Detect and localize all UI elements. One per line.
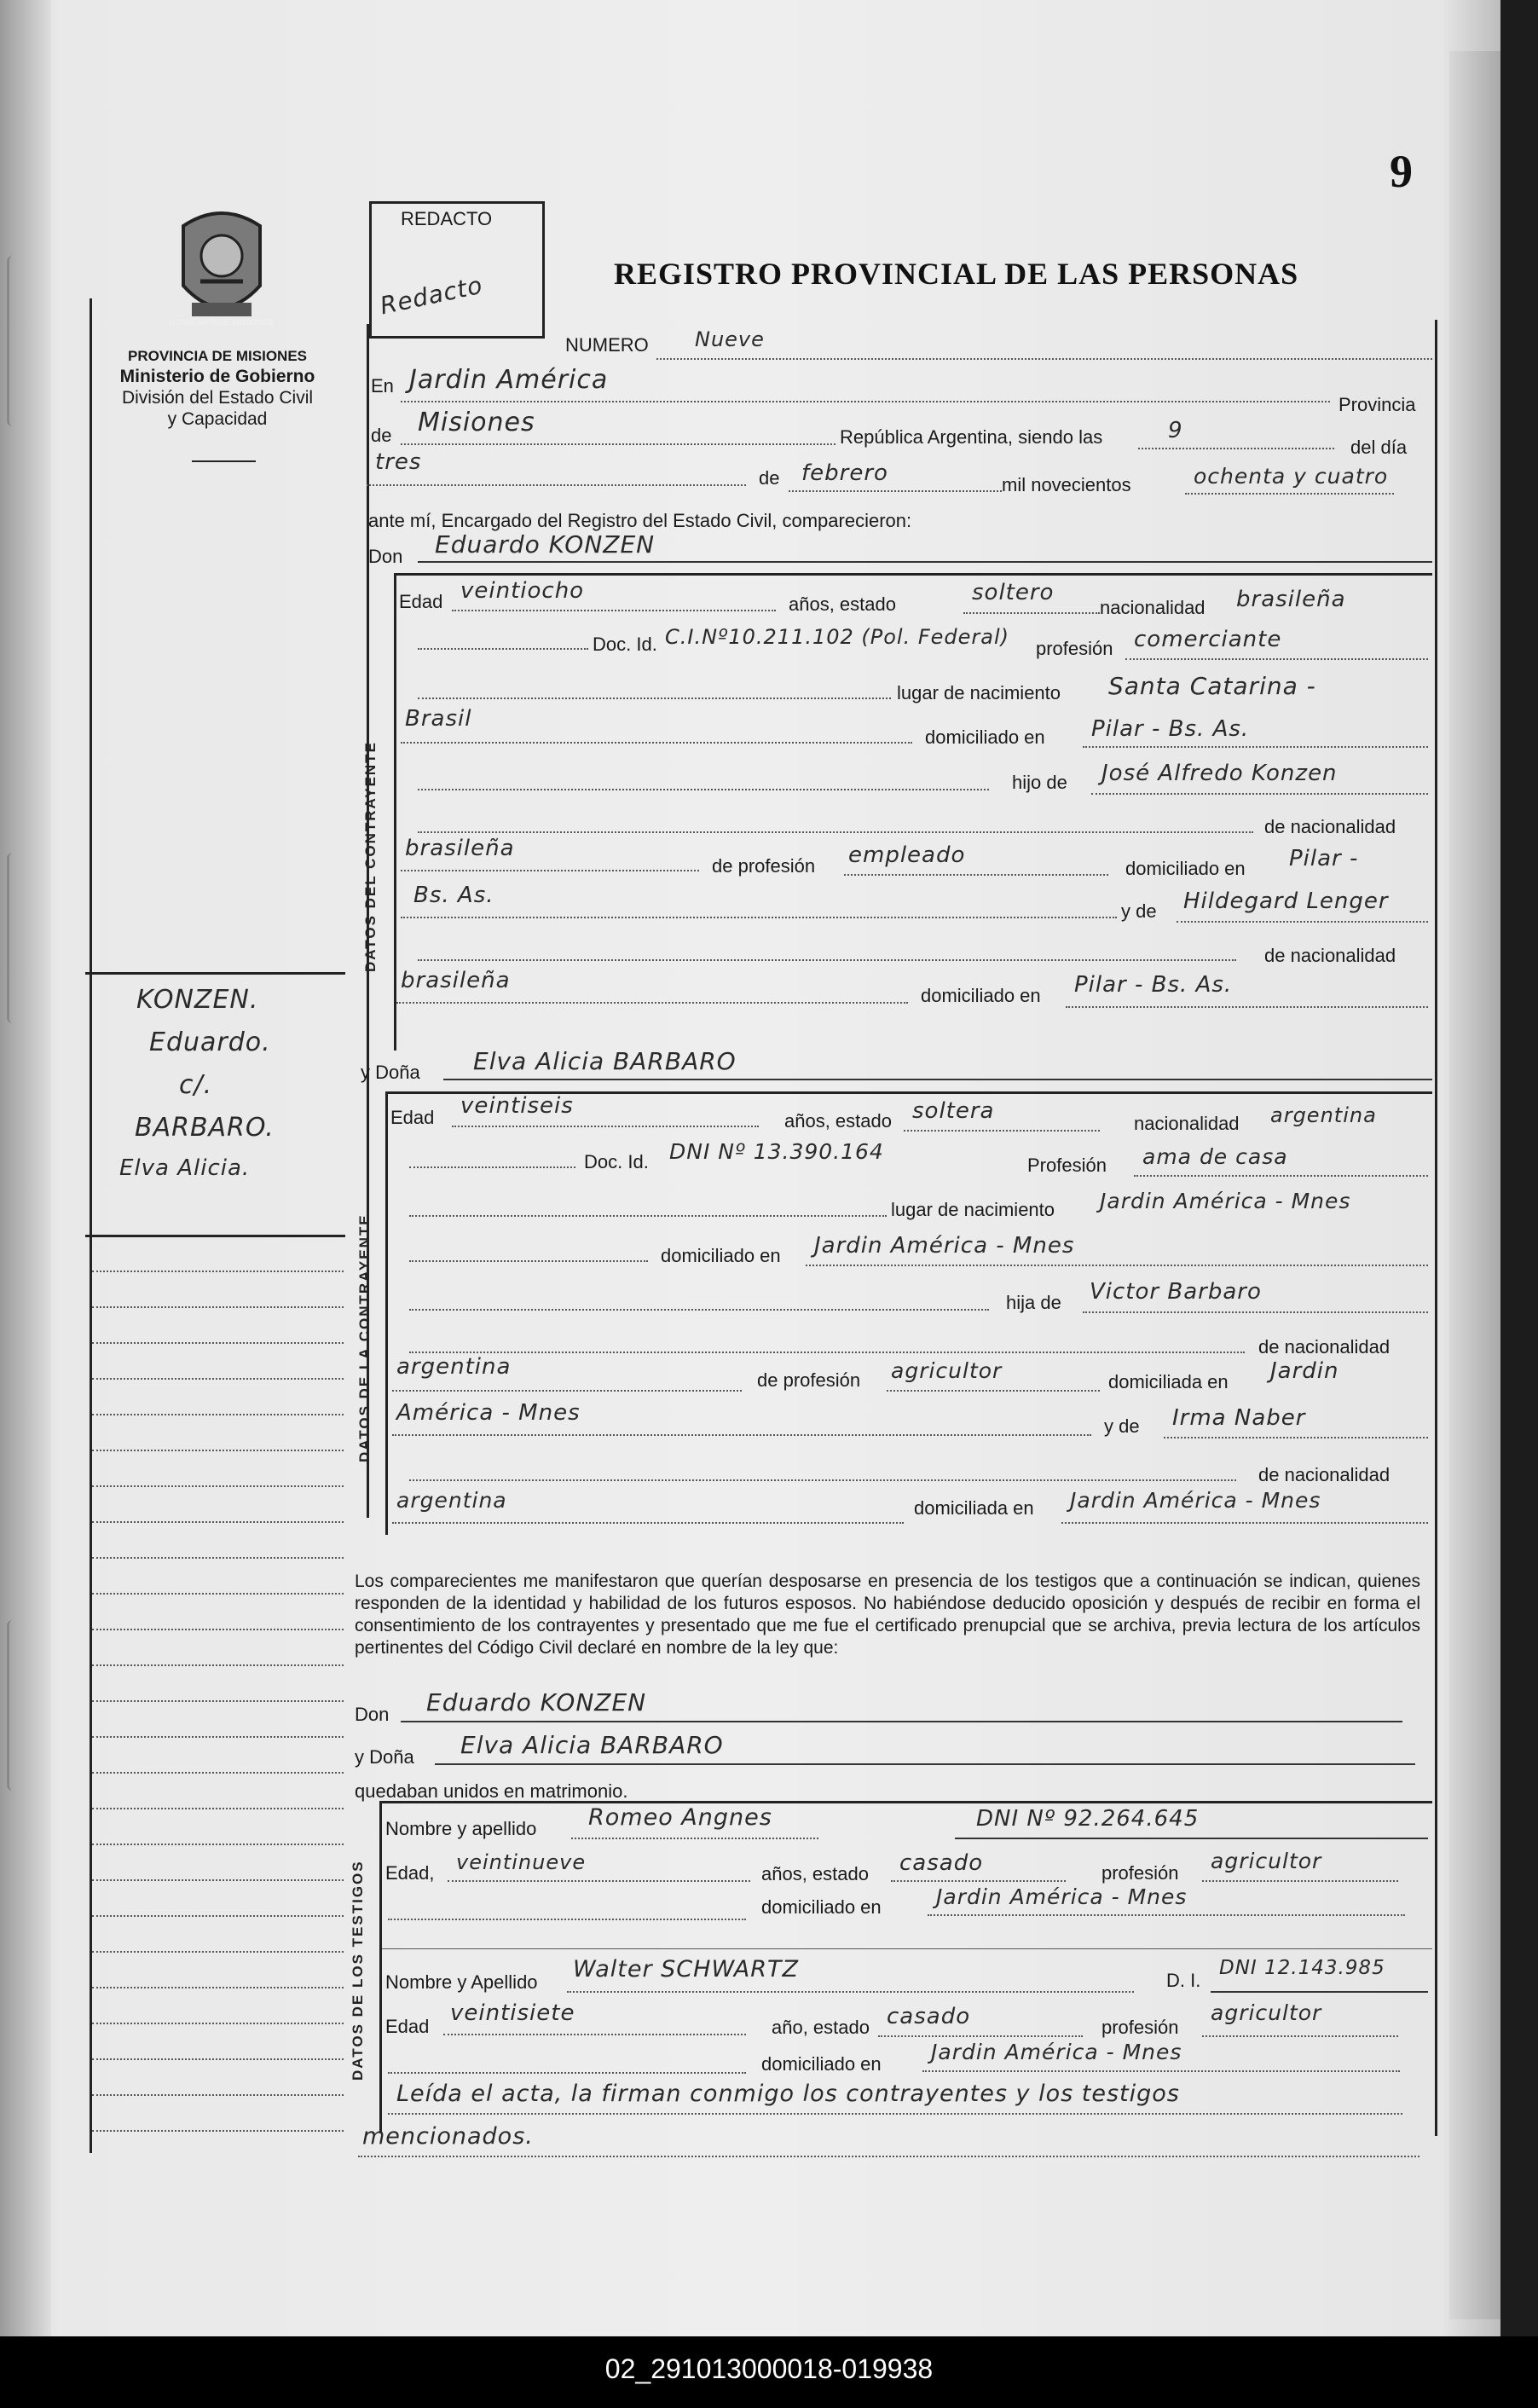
bride-nacionalidad-value: argentina	[1270, 1103, 1377, 1127]
groom-edad-value: veintiocho	[460, 578, 585, 604]
bride-padre-nac-value: argentina	[396, 1354, 512, 1380]
w2-domicilio-value: Jardin América - Mnes	[931, 2040, 1182, 2064]
margin-note-surname: KONZEN.	[136, 985, 259, 1015]
image-id-label: 02_291013000018-019938	[604, 2353, 934, 2384]
bride-madre-pre-line	[392, 1434, 1091, 1436]
margin-rule-line	[92, 1629, 344, 1630]
groom-madre-dom-label: domiciliado en	[921, 985, 1041, 1006]
groom-nacionalidad-value: brasileña	[1236, 587, 1346, 612]
bride-domicilio-pre-line	[409, 1260, 648, 1262]
bride-padre-nac-label: de nacionalidad	[1258, 1336, 1391, 1357]
bride-lugar-value: Jardin América - Mnes	[1100, 1189, 1351, 1213]
margin-rule-line	[92, 2023, 344, 2024]
groom-padre-dom-value-2: Bs. As.	[413, 883, 494, 908]
dia-value: tres	[375, 449, 422, 475]
closing-line-2-rule	[358, 2156, 1419, 2157]
groom-madre-dom-line	[1066, 1006, 1428, 1008]
margin-note-bride-name: Elva Alicia.	[119, 1155, 251, 1181]
margin-rule-line	[92, 1736, 344, 1738]
en-line	[401, 401, 1330, 402]
hora-line	[1138, 448, 1334, 449]
witness-section-label: DATOS DE LOS TESTIGOS	[350, 1860, 366, 2081]
seal-text: GOBIERNO DE MISIONES	[169, 318, 275, 327]
numero-value: Nueve	[695, 327, 765, 351]
groom-doc-pre-line	[418, 648, 588, 650]
w1-domicilio-line	[928, 1914, 1405, 1916]
w1-doc-line	[955, 1838, 1428, 1839]
document-title: REGISTRO PROVINCIAL DE LAS PERSONAS	[614, 257, 1299, 291]
w1-nombre-value: Romeo Angnes	[588, 1804, 772, 1831]
margin-note-with: c/.	[179, 1070, 213, 1100]
margin-note-bride-surname: BARBARO.	[135, 1113, 275, 1143]
bride-padre-line	[1083, 1311, 1428, 1313]
bride-estado-value: soltera	[912, 1098, 995, 1124]
bride-madre-value: Irma Naber	[1172, 1405, 1306, 1431]
bride-name: Elva Alicia BARBARO	[473, 1047, 737, 1075]
w2-doc-value: DNI 12.143.985	[1219, 1957, 1385, 1979]
groom-hijo-pre-line	[418, 789, 989, 790]
office-province: PROVINCIA DE MISIONES	[127, 348, 307, 364]
margin-rule-line	[92, 1808, 344, 1809]
w2-profesion-label: profesión	[1101, 2017, 1179, 2038]
redacto-label: REDACTO	[401, 208, 493, 229]
w2-profesion-value: agricultor	[1211, 2000, 1322, 2025]
bride-hija-label: hija de	[1006, 1292, 1061, 1313]
w2-profesion-line	[1202, 2035, 1398, 2037]
closing-line-1-rule	[388, 2113, 1402, 2115]
groom-madre-value: Hildegard Lenger	[1183, 889, 1389, 914]
groom-padre-line	[1091, 793, 1428, 795]
bride-padre-nac-line	[392, 1390, 742, 1392]
margin-rule	[85, 972, 345, 975]
republica-label: República Argentina, siendo las	[840, 426, 1103, 448]
bride-madre-dom-label: domiciliada en	[914, 1497, 1034, 1519]
groom-madre-nac-label: de nacionalidad	[1264, 945, 1396, 966]
bride-domicilio-value: Jardin América - Mnes	[814, 1233, 1075, 1259]
groom-top-rule	[394, 573, 1432, 576]
margin-rule-line	[92, 1271, 344, 1272]
groom-estado-line	[963, 612, 1100, 614]
groom-nacionalidad-label: nacionalidad	[1100, 597, 1206, 618]
margin-rule-line	[92, 1378, 344, 1380]
w1-doc-value: DNI Nº 92.264.645	[976, 1806, 1200, 1832]
margin-border	[90, 298, 92, 2153]
w2-anios-label: año, estado	[772, 2017, 870, 2038]
hora-value: 9	[1168, 418, 1183, 443]
groom-padre-nac-line	[401, 870, 699, 871]
groom-padre-prof-line	[844, 874, 1108, 876]
decl-don-label: Don	[355, 1704, 390, 1725]
w2-edad-value: veintisiete	[450, 2000, 575, 2026]
margin-rule-line	[92, 1485, 344, 1487]
groom-madre-pre-line	[401, 917, 1117, 918]
w1-edad-value: veintinueve	[456, 1850, 587, 1874]
decl-closing: quedaban unidos en matrimonio.	[355, 1780, 628, 1802]
w2-edad-label: Edad	[385, 2016, 430, 2037]
bride-estado-line	[904, 1130, 1100, 1132]
bride-nacionalidad-label: nacionalidad	[1134, 1113, 1240, 1134]
provincia-label: Provincia	[1339, 394, 1416, 415]
decl-dona-label: y Doña	[355, 1746, 414, 1768]
mil-novecientos-label: mil novecientos	[1002, 474, 1131, 495]
bride-hija-pre-line	[409, 1309, 989, 1311]
w1-domicilio-value: Jardin América - Mnes	[936, 1884, 1188, 1909]
w1-domicilio-label: domiciliado en	[761, 1896, 882, 1918]
en-value: Jardin América	[409, 365, 609, 395]
groom-lugar-value: Santa Catarina -	[1108, 672, 1316, 700]
groom-estado-value: soltero	[972, 580, 1055, 605]
don-label: Don	[368, 546, 403, 567]
witness-bracket	[379, 1801, 382, 2133]
w1-estado-value: casado	[899, 1850, 984, 1876]
de-value: Misiones	[418, 408, 535, 437]
bride-edad-label: Edad	[390, 1107, 435, 1128]
ante-mi-label: ante mí, Encargado del Registro del Estado Civil, comparecieron:	[368, 510, 912, 531]
de-mes-label: de	[759, 467, 780, 489]
groom-lugar-label: lugar de nacimiento	[897, 682, 1061, 703]
groom-padre-prof-value: empleado	[848, 842, 966, 868]
binding-stitch	[7, 853, 18, 1023]
w2-nombre-line	[567, 1991, 1134, 1993]
w2-doc-label: D. I.	[1166, 1970, 1201, 1991]
w1-anios-label: años, estado	[761, 1863, 869, 1884]
groom-madre-dom-value: Pilar - Bs. As.	[1074, 972, 1233, 998]
bride-y-de-label: y de	[1104, 1415, 1140, 1437]
groom-doc-label: Doc. Id.	[593, 634, 657, 655]
w1-edad-label: Edad,	[385, 1862, 435, 1884]
bride-name-line	[443, 1079, 1432, 1080]
page-edge	[1449, 51, 1500, 2319]
groom-edad-label: Edad	[399, 591, 443, 612]
bride-madre-nac-pre-line	[409, 1479, 1236, 1481]
w2-domicilio-pre-line	[388, 2072, 746, 2074]
w2-domicilio-label: domiciliado en	[761, 2053, 882, 2075]
w1-profesion-value: agricultor	[1211, 1849, 1322, 1873]
bride-lugar-label: lugar de nacimiento	[891, 1199, 1055, 1220]
groom-madre-nac-pre-line	[418, 959, 1236, 961]
margin-rule-line	[92, 1593, 344, 1595]
de-line	[401, 443, 835, 445]
bride-profesion-label: Profesión	[1027, 1155, 1107, 1176]
w1-domicilio-pre-line	[388, 1919, 746, 1920]
groom-y-de-label: y de	[1121, 900, 1157, 922]
bride-profesion-line	[1134, 1175, 1428, 1177]
bride-madre-dom-value: Jardin América - Mnes	[1070, 1488, 1321, 1513]
bride-padre-value: Victor Barbaro	[1090, 1279, 1262, 1305]
bride-padre-dom-value: Jardin	[1270, 1358, 1339, 1384]
w2-nombre-value: Walter SCHWARTZ	[573, 1956, 800, 1983]
margin-rule-line	[92, 1987, 344, 1988]
groom-padre-dom-value: Pilar -	[1289, 846, 1359, 871]
margin-rule-line	[92, 1306, 344, 1308]
mes-line	[789, 490, 1002, 492]
page-number: 9	[1390, 146, 1413, 197]
margin-rule-line	[92, 2058, 344, 2060]
mes-value: febrero	[801, 460, 888, 486]
groom-domicilio-label: domiciliado en	[925, 726, 1045, 748]
bride-bracket	[385, 1091, 388, 1535]
w2-doc-line	[1211, 1991, 1428, 1993]
closing-line-2: mencionados.	[362, 2123, 534, 2150]
margin-rule-line	[92, 1879, 344, 1881]
groom-doc-value: C.I.Nº10.211.102 (Pol. Federal)	[665, 625, 1010, 649]
w2-domicilio-line	[922, 2070, 1400, 2072]
margin-rule	[85, 1235, 345, 1237]
groom-bracket	[394, 573, 396, 1051]
bride-domicilio-line	[806, 1265, 1428, 1266]
office-capacity: y Capacidad	[167, 409, 268, 429]
decl-dona-value: Elva Alicia BARBARO	[460, 1731, 724, 1759]
groom-domicilio-line	[1083, 746, 1428, 748]
bride-padre-prof-value: agricultor	[891, 1358, 1003, 1383]
w1-profesion-line	[1202, 1880, 1398, 1882]
margin-rule-line	[92, 1342, 344, 1344]
groom-madre-nac-value: brasileña	[401, 968, 511, 993]
margin-rule-line	[92, 1700, 344, 1702]
groom-profesion-value: comerciante	[1134, 627, 1282, 652]
margin-rule-line	[92, 1915, 344, 1917]
margin-rule-line	[92, 1951, 344, 1953]
bride-doc-label: Doc. Id.	[584, 1151, 649, 1172]
w1-estado-line	[891, 1880, 1066, 1882]
margin-rule-line	[92, 2130, 344, 2132]
bride-padre-pre-line	[409, 1352, 1245, 1353]
margin-rule-line	[92, 1450, 344, 1451]
margin-rule-line	[92, 1664, 344, 1666]
decl-dona-line	[435, 1763, 1415, 1765]
margin-rule-line	[92, 1557, 344, 1559]
groom-profesion-label: profesión	[1036, 638, 1113, 659]
bride-padre-dom-label: domiciliada en	[1108, 1371, 1229, 1392]
bride-edad-value: veintiseis	[460, 1093, 574, 1119]
decl-don-value: Eduardo KONZEN	[426, 1688, 647, 1716]
groom-name: Eduardo KONZEN	[435, 530, 656, 559]
groom-madre-line	[1177, 921, 1428, 923]
bride-madre-nac-label: de nacionalidad	[1258, 1464, 1391, 1485]
bride-lugar-pre-line	[409, 1215, 887, 1217]
margin-note-name: Eduardo.	[149, 1027, 271, 1057]
w2-estado-value: casado	[887, 2004, 971, 2029]
groom-padre-dom-label: domiciliado en	[1125, 858, 1246, 879]
groom-edad-line	[452, 610, 776, 611]
bride-section-label: DATOS DE LA CONTRAYENTE	[356, 1213, 373, 1462]
w1-nombre-label: Nombre y apellido	[385, 1818, 537, 1839]
dia-line	[367, 484, 746, 486]
margin-rule-line	[92, 1844, 344, 1845]
groom-padre-prof-label: de profesión	[712, 855, 816, 877]
binding-stitch	[7, 1620, 18, 1791]
witness-top-rule	[379, 1801, 1432, 1803]
groom-madre-nac-line	[396, 1002, 908, 1004]
bride-madre-nac-line	[392, 1522, 904, 1524]
w1-nombre-line	[571, 1838, 818, 1839]
groom-profesion-line	[1125, 658, 1428, 660]
de-label: de	[371, 425, 392, 446]
margin-rule-line	[92, 1772, 344, 1774]
groom-domicilio-value: Pilar - Bs. As.	[1091, 716, 1250, 742]
office-ministry: Ministerio de Gobierno	[119, 367, 315, 386]
dona-label: y Doña	[361, 1062, 420, 1083]
w2-edad-line	[443, 2034, 746, 2035]
bride-anios-label: años, estado	[784, 1110, 892, 1132]
w2-estado-line	[878, 2035, 1083, 2037]
groom-section-label: DATOS DEL CONTRAYENTE	[362, 741, 379, 972]
numero-line	[656, 358, 1432, 360]
bride-padre-prof-line	[887, 1390, 1100, 1392]
groom-padre-nac-label: de nacionalidad	[1264, 816, 1396, 837]
margin-rule-line	[92, 2094, 344, 2096]
form-right-border	[1435, 320, 1437, 2136]
groom-padre-nac-value: brasileña	[405, 836, 515, 861]
bride-doc-pre-line	[409, 1166, 575, 1168]
redacto-signature: Redacto	[377, 270, 486, 321]
groom-padre-value: José Alfredo Konzen	[1101, 761, 1338, 786]
groom-padre-pre-line	[418, 831, 1253, 833]
groom-name-line	[418, 561, 1432, 563]
margin-rule-line	[92, 1414, 344, 1415]
groom-domicilio-pre-line	[401, 742, 912, 744]
groom-anios-label: años, estado	[789, 593, 896, 615]
bride-padre-prof-label: de profesión	[757, 1369, 861, 1391]
del-dia-label: del día	[1350, 437, 1408, 458]
closing-line-1: Leída el acta, la firman conmigo los contrayentes y los testigos	[396, 2081, 1180, 2107]
numero-label: NUMERO	[565, 334, 649, 356]
office-division: División del Estado Civil	[121, 388, 314, 408]
decl-don-line	[401, 1721, 1402, 1722]
bride-padre-dom-value-2: América - Mnes	[396, 1400, 581, 1426]
en-label: En	[371, 375, 394, 397]
bride-doc-value: DNI Nº 13.390.164	[669, 1139, 884, 1164]
anio-line	[1185, 493, 1394, 495]
bride-madre-line	[1164, 1437, 1428, 1438]
office-divider	[192, 460, 256, 462]
groom-lugar-value-2: Brasil	[405, 706, 472, 732]
provincial-seal	[166, 200, 277, 337]
bride-madre-dom-line	[1061, 1522, 1428, 1524]
anio-value: ochenta y cuatro	[1194, 464, 1389, 489]
w2-nombre-label: Nombre y Apellido	[385, 1971, 538, 1993]
binding-stitch	[7, 256, 18, 426]
w1-profesion-label: profesión	[1101, 1862, 1179, 1884]
bride-madre-nac-value: argentina	[396, 1488, 507, 1513]
bride-domicilio-label: domiciliado en	[661, 1245, 781, 1266]
bride-profesion-value: ama de casa	[1142, 1144, 1288, 1169]
witness-divider	[382, 1948, 1432, 1949]
margin-rule-line	[92, 1521, 344, 1523]
groom-hijo-label: hijo de	[1012, 772, 1067, 793]
w1-edad-line	[448, 1880, 750, 1882]
bride-edad-line	[452, 1126, 759, 1127]
declaration-paragraph: Los comparecientes me manifestaron que querían desposarse en presencia de los testigos que a continuación se indican, quienes responden de la identidad y habilidad de los futuros esposos. No habiéndose deducido oposición y después de recibir en forma el consentimiento de los contrayentes y presentado que me fue el certificado prenupcial que se archiva, previa lectura de los artículos pertinentes del Código Civil declaré en nombre de la ley que:	[355, 1572, 1420, 1658]
groom-lugar-pre-line	[418, 698, 891, 699]
